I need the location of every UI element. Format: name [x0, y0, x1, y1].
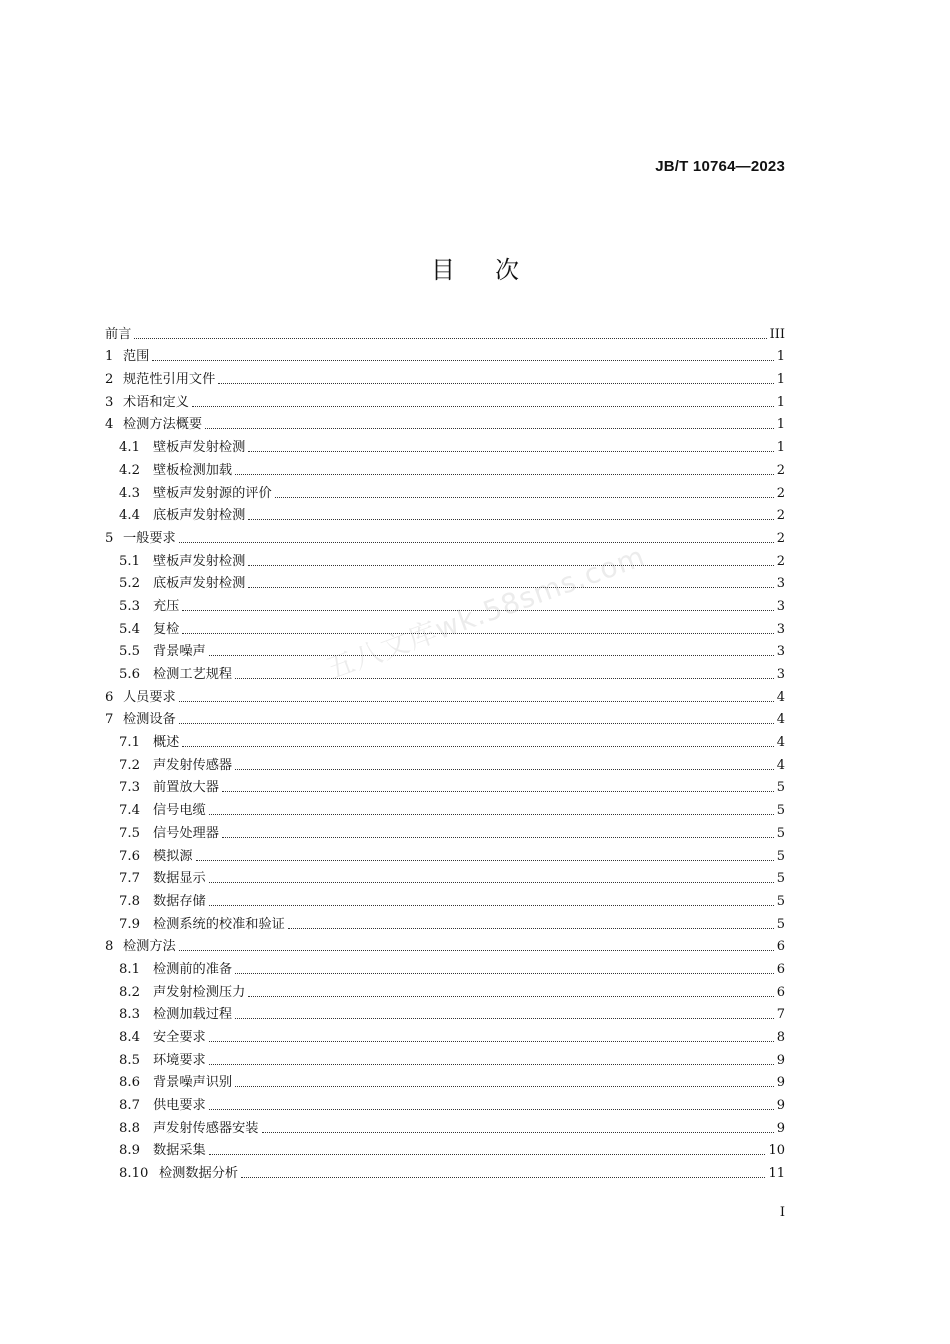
toc-entry[interactable] — [105, 842, 785, 865]
toc-entry-page: 4 — [776, 757, 785, 773]
toc-title — [0, 250, 950, 285]
toc-entry-number: 7.7 — [119, 871, 140, 887]
toc-entry[interactable] — [105, 706, 785, 729]
toc-entry-page: 3 — [776, 667, 785, 682]
toc-entry[interactable] — [105, 1137, 785, 1160]
toc-dot-leader — [241, 1176, 765, 1178]
toc-entry-number: 2 — [105, 372, 114, 388]
toc-entry-label: 术语和定义 — [123, 394, 189, 410]
toc-dot-leader — [179, 700, 774, 702]
toc-entry-label: 底板声发射检测 — [153, 576, 246, 592]
toc-entry-page: 5 — [776, 871, 785, 887]
toc-dot-leader — [235, 677, 774, 679]
toc-entry-label: 背景噪声识别 — [153, 1075, 233, 1091]
toc-dot-leader — [222, 790, 774, 792]
toc-entry-number: 8.7 — [119, 1098, 140, 1114]
toc-entry[interactable] — [105, 320, 785, 343]
toc-entry[interactable] — [105, 411, 785, 434]
toc-entry-page: III — [769, 326, 785, 342]
toc-entry-label: 范围 — [123, 349, 150, 365]
toc-entry[interactable] — [105, 1091, 785, 1114]
toc-entry-number: 5.4 — [119, 621, 140, 637]
toc-entry-label: 一般要求 — [123, 530, 176, 546]
toc-dot-leader — [248, 518, 773, 520]
toc-entry[interactable] — [105, 978, 785, 1001]
toc-entry-number: 5.2 — [119, 576, 140, 592]
toc-entry-page: 9 — [776, 1120, 785, 1136]
toc-dot-leader — [134, 337, 766, 339]
toc-entry-number: 5 — [105, 530, 114, 546]
toc-entry-number: 7.6 — [119, 848, 140, 864]
toc-entry-label: 壁板声发射源的评价 — [153, 485, 272, 501]
toc-entry-label: 壁板声发射检测 — [153, 553, 246, 569]
toc-dot-leader — [209, 904, 774, 906]
toc-dot-leader — [288, 927, 774, 929]
toc-entry-page: 1 — [776, 372, 785, 388]
toc-entry[interactable] — [105, 1069, 785, 1092]
toc-entry-page: 2 — [776, 530, 785, 546]
toc-entry-number: 5.1 — [119, 553, 140, 569]
toc-entry[interactable] — [105, 865, 785, 888]
toc-entry-label: 壁板检测加载 — [153, 462, 233, 478]
toc-entry[interactable] — [105, 433, 785, 456]
toc-entry-label: 背景噪声 — [153, 644, 206, 660]
toc-entry-label: 数据采集 — [153, 1143, 206, 1159]
toc-entry-label: 前置放大器 — [153, 780, 219, 796]
toc-entry-number: 8.1 — [119, 961, 140, 977]
toc-entry[interactable] — [105, 910, 785, 933]
toc-entry-page: 2 — [776, 508, 785, 524]
toc-entry-page: 4 — [776, 712, 785, 728]
toc-entry-page: 5 — [776, 825, 785, 841]
toc-entry-label: 检测设备 — [123, 712, 176, 728]
toc-entry-number: 8.9 — [119, 1143, 140, 1159]
toc-entry[interactable] — [105, 388, 785, 411]
toc-entry[interactable] — [105, 524, 785, 547]
page-number: I — [779, 1205, 785, 1220]
toc-entry-label: 复检 — [153, 621, 180, 637]
toc-entry-label: 信号处理器 — [153, 825, 219, 841]
toc-entry[interactable] — [105, 1159, 785, 1182]
toc-dot-leader — [196, 859, 774, 861]
toc-entry-page: 7 — [776, 1007, 785, 1023]
toc-dot-leader — [209, 1108, 774, 1110]
toc-entry[interactable] — [105, 955, 785, 978]
toc-entry-label: 充压 — [153, 598, 180, 614]
toc-entry-page: 4 — [776, 735, 785, 751]
toc-entry-number: 8 — [105, 939, 114, 955]
toc-entry-number: 5.6 — [119, 667, 140, 682]
toc-entry-number: 4.4 — [119, 508, 140, 524]
toc-entry[interactable] — [105, 660, 785, 683]
toc-entry-page: 2 — [776, 553, 785, 569]
toc-entry-page: 6 — [776, 939, 785, 955]
toc-entry-number: 8.4 — [119, 1030, 140, 1045]
toc-entry-page: 1 — [776, 417, 785, 433]
toc-dot-leader — [275, 496, 774, 498]
toc-entry-number: 7.4 — [119, 803, 140, 819]
toc-entry-label: 检测数据分析 — [159, 1166, 239, 1182]
toc-entry[interactable] — [105, 774, 785, 797]
toc-entry-number: 7.8 — [119, 893, 140, 909]
toc-entry-page: 3 — [776, 598, 785, 614]
toc-entry-page: 2 — [776, 462, 785, 478]
toc-entry-page: 3 — [776, 621, 785, 637]
toc-entry-number: 8.8 — [119, 1120, 140, 1136]
toc-dot-leader — [209, 1153, 766, 1155]
toc-entry-label: 检测工艺规程 — [153, 667, 233, 682]
toc-entry-number: 7.3 — [119, 780, 140, 796]
toc-dot-leader — [179, 722, 774, 724]
toc-dot-leader — [218, 382, 773, 384]
toc-entry-label: 规范性引用文件 — [123, 372, 216, 388]
toc-entry-page: 10 — [768, 1143, 785, 1159]
toc-dot-leader — [235, 1085, 774, 1087]
toc-entry-number: 4.1 — [119, 440, 140, 456]
toc-entry-page: 9 — [776, 1052, 785, 1068]
standard-code: JB/T 10764—2023 — [655, 158, 785, 175]
toc-entry-number: 6 — [105, 689, 114, 705]
toc-entry-page: 5 — [776, 848, 785, 864]
toc-entry-label: 声发射传感器 — [153, 757, 233, 773]
toc-entry-page: 9 — [776, 1098, 785, 1114]
toc-entry[interactable] — [105, 933, 785, 956]
toc-entry-number: 5.3 — [119, 598, 140, 614]
toc-entry-number: 1 — [105, 349, 114, 365]
toc-entry-page: 8 — [776, 1030, 785, 1045]
toc-dot-leader — [209, 1040, 774, 1042]
toc-entry-number: 3 — [105, 394, 114, 410]
toc-entry[interactable] — [105, 365, 785, 388]
toc-entry-page: 3 — [776, 644, 785, 660]
toc-entry-page: 6 — [776, 961, 785, 977]
toc-entry-number: 4.3 — [119, 485, 140, 501]
toc-entry[interactable] — [105, 1023, 785, 1046]
toc-dot-leader — [248, 564, 773, 566]
toc-entry-label: 检测加载过程 — [153, 1007, 233, 1023]
toc-entry-page: 2 — [776, 485, 785, 501]
toc-entry-page: 5 — [776, 803, 785, 819]
toc-dot-leader — [205, 427, 774, 429]
toc-entry-page: 1 — [776, 440, 785, 456]
toc-entry[interactable] — [105, 1001, 785, 1024]
toc-entry-label: 底板声发射检测 — [153, 508, 246, 524]
toc-entry-number: 7.5 — [119, 825, 140, 841]
toc-entry[interactable] — [105, 570, 785, 593]
toc-entry-label: 数据存储 — [153, 893, 206, 909]
toc-dot-leader — [248, 450, 773, 452]
toc-entry[interactable] — [105, 547, 785, 570]
toc-entry-label: 环境要求 — [153, 1052, 206, 1068]
toc-entry[interactable] — [105, 728, 785, 751]
toc-entry-number: 8.10 — [119, 1166, 149, 1182]
toc-entry-page: 5 — [776, 916, 785, 932]
toc-entry-page: 3 — [776, 576, 785, 592]
toc-entry-label: 供电要求 — [153, 1098, 206, 1114]
toc-dot-leader — [262, 1131, 774, 1133]
toc-entry[interactable] — [105, 887, 785, 910]
toc-entry[interactable] — [105, 751, 785, 774]
toc-entry-label: 检测方法 — [123, 939, 176, 955]
toc-dot-leader — [222, 836, 774, 838]
toc-entry-label: 信号电缆 — [153, 803, 206, 819]
toc-entry-number: 7.9 — [119, 916, 140, 932]
toc-entry[interactable] — [105, 796, 785, 819]
title-char-2: 次 — [495, 256, 519, 284]
watermark: 五八文库wk.58sms.com — [321, 539, 650, 686]
toc-dot-leader — [209, 881, 774, 883]
toc-entry-label: 检测系统的校准和验证 — [153, 916, 285, 932]
toc-entry[interactable] — [105, 1114, 785, 1137]
toc-entry[interactable] — [105, 1046, 785, 1069]
toc-entry-number: 4.2 — [119, 462, 140, 478]
toc-entry-page: 1 — [776, 394, 785, 410]
toc-entry-number: 4 — [105, 417, 114, 433]
table-of-contents — [105, 320, 785, 1182]
toc-entry[interactable] — [105, 343, 785, 366]
toc-entry-label: 人员要求 — [123, 689, 176, 705]
toc-entry-number: 5.5 — [119, 644, 140, 660]
toc-entry[interactable] — [105, 479, 785, 502]
toc-entry-label: 声发射传感器安装 — [153, 1120, 259, 1136]
toc-entry[interactable] — [105, 683, 785, 706]
toc-dot-leader — [182, 745, 773, 747]
toc-entry[interactable] — [105, 819, 785, 842]
toc-entry-page: 6 — [776, 984, 785, 1000]
toc-entry-page: 5 — [776, 893, 785, 909]
toc-entry-page: 1 — [776, 349, 785, 365]
toc-entry-page: 11 — [768, 1166, 785, 1182]
title-char-1: 目 — [431, 256, 455, 284]
toc-dot-leader — [179, 541, 774, 543]
toc-dot-leader — [209, 1063, 774, 1065]
toc-entry-page: 5 — [776, 780, 785, 796]
toc-entry-number: 7.1 — [119, 735, 140, 751]
toc-dot-leader — [235, 972, 774, 974]
toc-entry[interactable] — [105, 502, 785, 525]
toc-entry-number: 8.5 — [119, 1052, 140, 1068]
toc-entry-number: 7 — [105, 712, 114, 728]
toc-dot-leader — [152, 359, 773, 361]
toc-dot-leader — [235, 768, 774, 770]
toc-entry-label: 前言 — [105, 326, 132, 342]
toc-entry-label: 壁板声发射检测 — [153, 440, 246, 456]
toc-entry-label: 概述 — [153, 735, 180, 751]
toc-dot-leader — [235, 1017, 774, 1019]
toc-dot-leader — [248, 995, 773, 997]
toc-entry-number: 8.3 — [119, 1007, 140, 1023]
toc-entry[interactable] — [105, 456, 785, 479]
toc-entry-label: 模拟源 — [153, 848, 193, 864]
toc-entry-label: 检测前的准备 — [153, 961, 233, 977]
toc-dot-leader — [192, 405, 774, 407]
toc-entry-number: 7.2 — [119, 757, 140, 773]
toc-entry-label: 安全要求 — [153, 1030, 206, 1045]
toc-entry-label: 检测方法概要 — [123, 417, 203, 433]
toc-entry-label: 数据显示 — [153, 871, 206, 887]
toc-entry-number: 8.6 — [119, 1075, 140, 1091]
toc-entry-page: 9 — [776, 1075, 785, 1091]
toc-dot-leader — [209, 654, 774, 656]
toc-entry-page: 4 — [776, 689, 785, 705]
toc-entry-number: 8.2 — [119, 984, 140, 1000]
toc-dot-leader — [235, 473, 774, 475]
toc-dot-leader — [209, 813, 774, 815]
toc-dot-leader — [179, 949, 774, 951]
toc-entry-label: 声发射检测压力 — [153, 984, 246, 1000]
